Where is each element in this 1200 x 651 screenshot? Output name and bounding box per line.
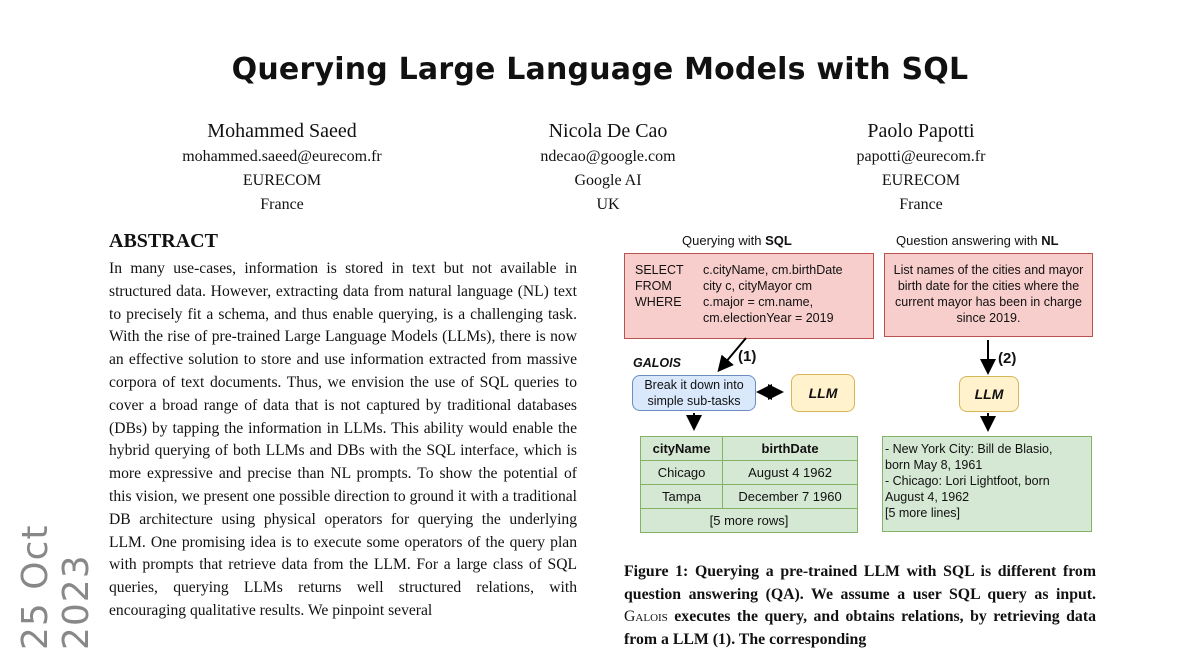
table-row	[641, 461, 858, 485]
author-country: France	[260, 196, 304, 213]
table-header-cell: birthDate	[723, 437, 858, 461]
nl-answer-box	[882, 436, 1092, 532]
author-1	[132, 118, 432, 217]
author-affiliation: EURECOM	[242, 172, 322, 189]
answer-line: - New York City: Bill de Blasio,	[885, 442, 1053, 456]
figure-caption	[624, 561, 1096, 651]
figure-1	[620, 228, 1100, 548]
sql-clause: cm.electionYear = 2019	[703, 311, 834, 325]
caption-text: Figure 1: Querying a pre-trained LLM with SQL is different from question answering (QA). We assume a user SQL query as input.	[624, 563, 1096, 603]
author-2	[458, 118, 758, 217]
table-cell: August 4 1962	[723, 461, 858, 485]
header-bold: NL	[1041, 233, 1059, 248]
step-1-label: (1)	[738, 348, 757, 365]
llm-box-right: LLM	[959, 376, 1019, 412]
breakdown-box: Break it down into simple sub-tasks	[632, 375, 756, 411]
step-2-label: (2)	[998, 350, 1017, 367]
author-email: mohammed.saeed@eurecom.fr	[182, 148, 382, 165]
table-cell: Chicago	[641, 461, 723, 485]
author-email: ndecao@google.com	[540, 148, 676, 165]
author-name: Nicola De Cao	[548, 120, 668, 142]
nl-question-box: List names of the cities and mayor birth date for the cities where the current mayor has been in charge since 2019.	[884, 253, 1093, 337]
author-email: papotti@eurecom.fr	[856, 148, 986, 165]
arxiv-side-date: 25 Oct 2023	[15, 524, 97, 650]
abstract-text: In many use-cases, information is stored in text but not available in structured data. However, extracting data from natural language (NL) text to precisely fit a schema, and thus enable querying, is a challenging task. With the rise of pre-trained Large Language Models (LLMs), there is now an effective solution to store and use information extracted from massive corpora of text documents. Thus, we envision the use of SQL queries to cover a broad range of data that is not captured by traditional databases (DBs) by tapping the information in LLMs. This ability would enable the hybrid querying of both LLMs and DBs with the SQL interface, which is more expressive and precise than NL prompts. To show the potential of this vision, we present one possible direction to ground it with a traditional DB architecture using physical operators for querying the underlying LLM. One promising idea is to execute some operators of the query plan with prompts that retrieve data from the LLM. For a large class of SQL queries, querying LLMs returns well structured relations, with encouraging qualitative results. We pinpoint several	[109, 260, 577, 619]
abstract-heading: ABSTRACT	[109, 230, 218, 252]
header-text: Question answering with	[896, 233, 1042, 248]
table-cell: December 7 1960	[723, 485, 858, 509]
table-cell: Tampa	[641, 485, 723, 509]
answer-line: born May 8, 1961	[885, 458, 983, 472]
author-3	[771, 118, 1071, 217]
table-header-row	[641, 437, 858, 461]
llm-box-left: LLM	[791, 374, 855, 412]
sql-keyword: WHERE	[635, 295, 682, 309]
author-country: UK	[596, 196, 620, 213]
author-affiliation: Google AI	[574, 172, 642, 189]
header-bold: SQL	[765, 233, 792, 248]
paper-title: Querying Large Language Models with SQL	[231, 52, 969, 87]
answer-line: August 4, 1962	[885, 490, 970, 504]
result-table	[640, 436, 858, 533]
caption-system-name: Galois	[624, 608, 668, 626]
table-header-cell: cityName	[641, 437, 723, 461]
sql-keyword: FROM	[635, 279, 672, 293]
sql-clause: c.major = cm.name,	[703, 295, 814, 309]
author-country: France	[899, 196, 943, 213]
author-name: Paolo Papotti	[867, 120, 975, 142]
answer-line: [5 more lines]	[885, 506, 961, 520]
header-text: Querying with	[682, 233, 766, 248]
table-more-rows: [5 more rows]	[641, 509, 858, 533]
author-affiliation: EURECOM	[881, 172, 961, 189]
table-row	[641, 509, 858, 533]
sql-keyword: SELECT	[635, 263, 684, 277]
sql-clause: c.cityName, cm.birthDate	[703, 263, 843, 277]
galois-label: GALOIS	[633, 356, 681, 370]
sql-clause: city c, cityMayor cm	[703, 279, 813, 293]
author-name: Mohammed Saeed	[207, 120, 357, 142]
caption-text: executes the query, and obtains relations, by retrieving data from a LLM (1). The corresponding	[624, 608, 1096, 648]
answer-line: - Chicago: Lori Lightfoot, born	[885, 474, 1050, 488]
table-row	[641, 485, 858, 509]
